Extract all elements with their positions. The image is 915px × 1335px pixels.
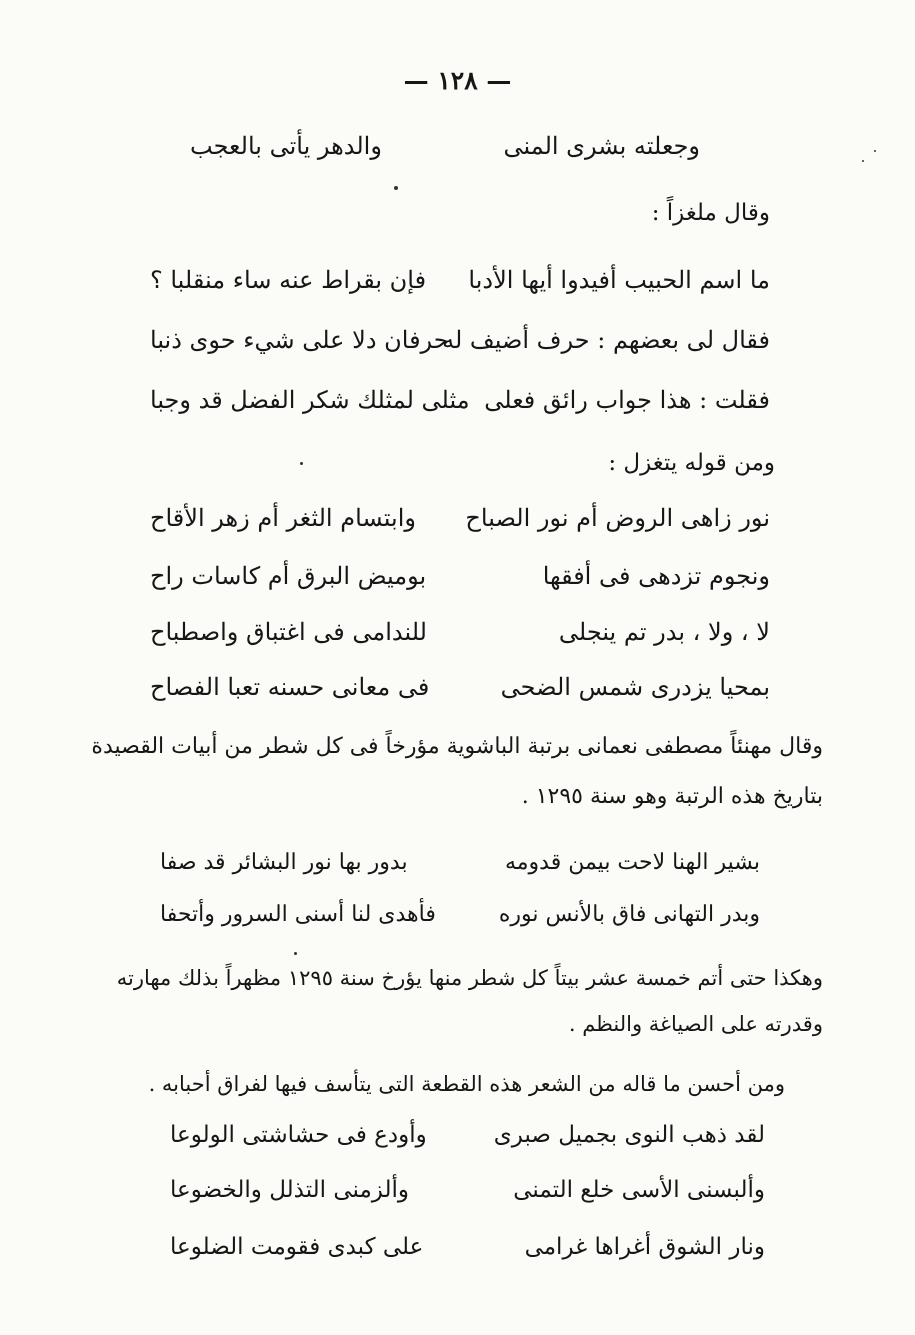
verse-line xyxy=(150,618,770,658)
verse-first-hemistich: ونجوم تزدهى فى أفقها xyxy=(542,562,770,590)
verse-second-hemistich: حرفان دلا على شيء حوى ذنبا xyxy=(150,326,449,354)
prose-line: وقدرته على الصياغة والنظم . xyxy=(568,1012,823,1036)
print-speck xyxy=(874,150,876,152)
verse-line xyxy=(170,1234,765,1274)
verse-line xyxy=(170,1122,765,1162)
page-number: — ١٢٨ — xyxy=(403,66,512,95)
verse-second-hemistich: بدور بها نور البشائر قد صفا xyxy=(160,850,408,875)
verse-second-hemistich: وابتسام الثغر أم زهر الأقاح xyxy=(150,504,416,532)
verse-line xyxy=(150,673,770,713)
prose-line: بتاريخ هذه الرتبة وهو سنة ١٢٩٥ . xyxy=(521,784,823,809)
prose-line: ومن قوله يتغزل : xyxy=(608,450,775,476)
verse-first-hemistich: وجعلته بشرى المنى xyxy=(503,132,700,160)
verse-second-hemistich: وألزمنى التذلل والخضوعا xyxy=(170,1177,409,1203)
verse-second-hemistich: والدهر يأتى بالعجب xyxy=(190,132,382,160)
verse-second-hemistich: فى معانى حسنه تعبا الفصاح xyxy=(150,673,430,701)
verse-second-hemistich: مثلى لمثلك شكر الفضل قد وجبا xyxy=(150,386,470,414)
verse-first-hemistich: وبدر التهانى فاق بالأنس نوره xyxy=(498,902,760,927)
verse-first-hemistich: بشير الهنا لاحت بيمن قدومه xyxy=(504,850,760,875)
verse-first-hemistich: ونار الشوق أغراها غرامى xyxy=(524,1234,765,1260)
print-speck xyxy=(394,186,398,190)
verse-second-hemistich: على كبدى فقومت الضلوعا xyxy=(170,1234,424,1260)
verse-first-hemistich: ما اسم الحبيب أفيدوا أيها الأدبا xyxy=(468,266,770,294)
prose-line: وقال ملغزاً : xyxy=(651,200,770,226)
verse-line xyxy=(160,902,760,942)
verse-first-hemistich: لقد ذهب النوى بجميل صبرى xyxy=(493,1122,765,1148)
prose-line: ومن أحسن ما قاله من الشعر هذه القطعة التى يتأسف فيها لفراق أحبابه . xyxy=(148,1072,785,1096)
verse-line xyxy=(150,266,770,306)
verse-second-hemistich: فإن بقراط عنه ساء منقلبا ؟ xyxy=(150,266,427,294)
verse-line xyxy=(190,132,700,172)
verse-line xyxy=(150,562,770,602)
verse-first-hemistich: فقال لى بعضهم : حرف أضيف له xyxy=(442,326,770,354)
print-speck xyxy=(300,462,303,465)
prose-line: وهكذا حتى أتم خمسة عشر بيتاً كل شطر منها يؤرخ سنة ١٢٩٥ مظهراً بذلك مهارته xyxy=(116,966,823,990)
verse-first-hemistich: لا ، ولا ، بدر تم ينجلى xyxy=(558,618,770,646)
verse-line xyxy=(150,386,770,426)
verse-second-hemistich: بوميض البرق أم كاسات راح xyxy=(150,562,427,590)
verse-line xyxy=(150,326,770,366)
print-speck xyxy=(862,160,864,162)
verse-first-hemistich: فقلت : هذا جواب رائق فعلى xyxy=(484,386,770,414)
verse-line xyxy=(160,850,760,890)
verse-first-hemistich: نور زاهى الروض أم نور الصباح xyxy=(465,504,770,532)
verse-second-hemistich: وأودع فى حشاشتى الولوعا xyxy=(170,1122,427,1148)
prose-line: وقال مهنئاً مصطفى نعمانى برتبة الباشوية مؤرخاً فى كل شطر من أبيات القصيدة xyxy=(91,734,823,759)
verse-line xyxy=(170,1177,765,1217)
verse-second-hemistich: للندامى فى اغتباق واصطباح xyxy=(150,618,427,646)
verse-first-hemistich: وألبسنى الأسى خلع التمنى xyxy=(513,1177,765,1203)
verse-line xyxy=(150,504,770,544)
print-speck xyxy=(294,952,297,955)
verse-first-hemistich: بمحيا يزدرى شمس الضحى xyxy=(500,673,770,701)
verse-second-hemistich: فأهدى لنا أسنى السرور وأتحفا xyxy=(160,902,436,927)
